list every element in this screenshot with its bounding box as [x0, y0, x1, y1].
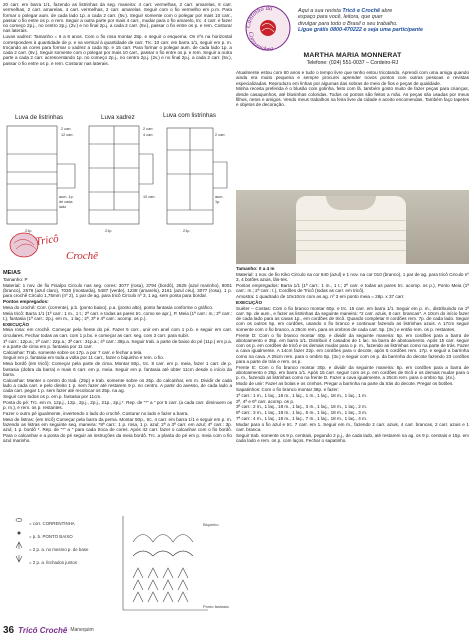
svg-text:21p.: 21p. [183, 229, 191, 233]
glove1-outline [7, 126, 57, 224]
paragraph: Suéter – Costas: Com o fio branco montar 60p. e trc. 15 carr. em barra 1/1. Seguir em p. m., distribuindo na 1ª carr. 5p. de aum., e fazer as listrinhas da seguinte maneira: *2 carr. azuis, 6 carr. brancas*. A 10cm do início fazer de cada lado para as cavas 1p., em cordões de tricô. Quando completar 8 cordões rem. 7p. de cada lado. Seguir com os outros 5p. em cordões, usando o fio branco e continuar fazendo as listrinhas azuis. A 17cm seguir somente com o fio branco, a 25cm rem. para os ombros de cada carr. 5p. (3v.) e então rem. os p. restantes. [236, 305, 469, 332]
diagram-title-plaid: Luva xadrez [101, 114, 135, 121]
svg-text:2 carr.: 2 carr. [143, 127, 154, 131]
contributor-intro [236, 70, 469, 190]
paragraph: Material: 1 nov. de fio Fisalpo Circulo nas seg. cores: 3077 (rosa), 3794 (bordô), 2625 (azul marinho), 8001 (branco), 2676 (azul claro), 7030 (mostarda), 5487 (verde), 1238 (amarelo), 2161 (azul céu), 3077 (rosa). 1 p. para crochê Circulo 1,75mm (nº 2), 1 par de ag. para tricô Circulo nº 3, 1 ag. sem ponta para bordar. [3, 282, 232, 299]
croche-text: Crochê [66, 250, 98, 262]
paragraph: Pontos empregados: [3, 298, 49, 304]
crochet-chart-legend [3, 512, 232, 624]
single-crochet-symbol-icon [18, 532, 20, 534]
diagram-title-stripes: Luva de listrinhas [15, 114, 64, 121]
svg-text:21p.: 21p. [105, 229, 113, 233]
svg-text:10 carr.: 10 carr. [143, 195, 156, 199]
paragraph: Seguir em p. fantasia em toda a volta por 11 carr., fazer o biquinho e rem. o fio. [3, 355, 165, 361]
paragraph: Pontos empregados: Barra 1/1 (1ª carr.: 1 m., 1 t.; 2ª carr. e todas as pares trc. acomp. os p.), Ponto Meia (1ª carr.: m.; 2ª carr.: t.), Cordões de Tricô (todas as carr. em tricô). [236, 282, 469, 294]
left-column-top [3, 2, 232, 114]
trico-text: Tricô [34, 232, 60, 248]
paragraph: Luvas xadrez: Tamanho = 6 a 8 anos. Com o fio rosa montar 28p. e seguir o esquema. Os nºs na horizontal correspondem à quantidade de p. e na vertical à quantidade de carr. Trc. 10 carr. em barra 1/1, seguir em p. m. trocando as cores para formar o xadrez a cada 8p. e 15 carr. Para formar o polegar aum. de cada lado 1p. a cada 2 carr. (5v.). Seguir somente com o polegar por mais 10 carr., passar o fio entre os p. e rem. Seguir a outra parte a cada 2 carr. acrescentando 1p. no começo 2p.j., no centro 2p.j. (2v.) e no final 2p.j. a cada 2 carr. (5v.), passar o fio entre os p. e rem. Costurar nas laterais. [3, 34, 232, 66]
paragraph: 1ª carr.: 12p.a.; 2ª carr.: 22p.a.; 3ª carr.: 31p.a.; 4ª carr.: 38p.a. Seguir trab. a parte de baixo do pé (11p.) em p.a. e a parte de cima em p. fantasia por 11 carr. [3, 338, 232, 349]
svg-text:21p.: 21p. [25, 229, 33, 233]
magazine-subtitle: Manequim [70, 627, 94, 633]
paragraph: Atualmente estou com 60 anos e tudo o tempo livre que tenho estou tricotando. Aprendi com uma amiga quando ainda era muito pequena e sempre procurei aprender novos pontos com outras pessoas e revistas especializadas. Reproduzo em linhas por algumas das sobras de meio de fios e peças de qualidade. [236, 70, 469, 86]
svg-text:12 carr.: 12 carr. [61, 133, 74, 137]
legend-item: = 2 p. a. no mesmo p. de base [29, 547, 89, 552]
paragraph: Frente D: Com o fio branco montar 40p. e dividir da seguinte maneira: 5p. em cordões para a barra de abotoamento e 35p. em barra 1/1. Distribuir 4 casados de 1 lac. na barra de abotoamento. Após 15 carr. seguir com os p. em cordões de tricô e os demais mudar para o p. m., fazendo as listrinhas como na parte de trás. Fazer a cava igualmente. A 14cm fazer 22p. em cordões para o decote, após 5 cordões rem. 17p. e seguir a barrinha como na cava. A 25cm rem. para o ombro 5p. (3v.) e seguir com os p. da barrinha do decote fazendo 23 cordões para a parte de trás e rem. os p. [236, 332, 469, 365]
paragraph: Sapatinhos: Com o fio branco montar 38p. e fazer: [236, 387, 339, 393]
paragraph: Meia tricô: Barra 1/1 (1ª carr.: 1 m., 1 t.; 2ª carr. e todas as pares trc. como se apr.), P. Meia (1ª carr.: m.; 2ª carr.: t.), fantasia (1ª carr.: 2p.j. em m., 1 laç.; 2ª, 3ª e 4ª carr.: acomp. os p.). [3, 310, 232, 321]
cantinho-phone-line: Ligue grátis 0800-470222 e seja uma participante [298, 27, 423, 34]
cantinho-badge-icon [238, 2, 298, 52]
svg-text:Consumidora: Consumidora [246, 31, 275, 52]
brand-name: Tricô e Crochê [342, 8, 381, 14]
legend-item: = p. b. PONTO BAIXO [29, 534, 73, 539]
paragraph: 3ª carr.: 2 m., 1 laç., 18 m., 1 laç., 3 m., 1 laç., 18 m., 1 laç., 2 m. [236, 404, 368, 410]
badge-graphic [6, 225, 126, 267]
paragraph: Minha receita preferida é o blusão com golinha, feito com lã, também gosto muito de fazer peças para crianças, desde casaquinhos, até blusinhas coloridas. Todos os pontos são feitos a mão. As peças são usadas por meus filhos, netos e amigos. Vendo meus trabalhos na feira livre da cidade e aceito encomendas. Também faço tapetes e objetos de decoração. [236, 86, 469, 108]
chain-symbol-icon [16, 518, 22, 521]
magazine-logo: Tricô Crochê [18, 625, 68, 635]
glove-diagrams [3, 114, 232, 242]
paragraph: EXECUÇÃO [3, 321, 30, 327]
double-crochet-together-icon [16, 555, 22, 562]
paragraph: Material: 1 nov. de fio Kiko Circulo na cor 840 (azul) e 1 nov. na cor 010 (branco), 1 par de ag. para tricô Circulo nº 3, 4 botões azuis, lãs-tes. [236, 271, 469, 283]
section-heading: MEIAS [3, 270, 21, 276]
paragraph: Meia do crochê: Corr. (corrente), p.b. (ponto baixo), p.a. (ponto alto), ponto fantasia conforme o gráfico. [3, 304, 214, 310]
svg-text:de cada: de cada [59, 200, 73, 204]
svg-text:Cantinho da: Cantinho da [244, 4, 273, 29]
page-footer [3, 622, 233, 638]
label-ponto-fantasia: Ponto fantasia [203, 604, 229, 609]
contributor-phone: Telefone: (024) 551-0037 – Cordeiro-RJ [306, 60, 399, 66]
double-crochet-same-base-icon [16, 542, 22, 549]
glove3-thumb [213, 162, 227, 188]
cantinho-header [236, 2, 469, 52]
paragraph: 1ª carr.: 1 m., 1 laç., 18 m., 1 laç., 1 m., 1 laç., 18 m., 1 laç., 1 m. [236, 392, 368, 398]
contributor-header [236, 52, 469, 66]
trico-croche-badge [6, 225, 126, 267]
paragraph: Frente E: Com o fio branco montar 30p. e dividir da seguinte maneira: 5p. em cordões para a barra de abotoamento e 25p. em barra 1/1. Após 15 carr. seguir com os p. em cordões de tricô e os demais mudar para o p. m., fazendo as listrinhas como na frente D. Fazer a cava igualmente, a 25cm rem. para o ombro 5p. (4v.). [236, 364, 469, 381]
paragraph: 5ª carr.: 3 m., 1 laç., 18 m., 1 laç., 5 m., 1 laç., 18 m., 1 laç., 3 m. [236, 410, 368, 416]
paragraph: Tamanho: P [3, 276, 28, 282]
left-column-lower [3, 270, 232, 510]
paragraph: Calcanhar: Manter o centro do trab. (25p) e trab. somente sobre os 25p. do calcanhar, em m. Dividir de cada lado a cada carr. e pelo direito 1 p. sem fazer até restarem 9 p. no centro. A partir do avesso, de cada lado a cada carr. pegar 1 p. sem fazer até recolocar os 25p. na ag. [3, 377, 232, 394]
right-column-lower [236, 266, 469, 638]
paragraph: EXECUÇÃO [236, 299, 263, 305]
baby-sweater-photo [236, 190, 469, 264]
legend-item: = 2 p. a. fechados juntos [29, 560, 77, 565]
diagram-title-stripes2: Luva com listrinhas [163, 112, 216, 119]
paragraph: Tamanho: 0 a 4 m [236, 266, 275, 271]
contributor-name: MARTHA MARIA MONNERAT [303, 52, 402, 59]
cantinho-text [298, 8, 466, 34]
chart-stitches [133, 535, 193, 603]
cantinho-line1: Aqui a sua revista Tricô e Crochê abre [298, 8, 393, 14]
glove-diagram-svg [3, 114, 232, 242]
page-number: 36 [3, 624, 15, 636]
paragraph: 2ª, 4ª e 6ª carr. acomp. os p. [236, 398, 295, 404]
cantinho-line3: divulgar para todo o Brasil o seu trabalho. [298, 20, 398, 27]
label-biquinho: Biquinho [203, 522, 219, 527]
paragraph: Meia bordô (em tricô): Começar pela parte de cima. Montar 50p., trc. 8 carr. em p. meia, fazer 1 carr. de p. fantasia (dobra da barra) e mais 6 carr. em p. meia. Seguir em p. fantasia até obter 11cm desde o início da barra. [3, 361, 232, 377]
glove1-thumb [57, 164, 75, 188]
paragraph: Seguir trab. somente os 9 p. centrais, pegando 2 p.j., de cada lado, até restarem na ag. os 9 p. centrais e 15p. em cada lado e rem. os p. com laços. Fechar o sapatinho. [236, 432, 469, 444]
svg-text:2 carr.: 2 carr. [215, 133, 226, 137]
svg-text:aum. 1p.: aum. 1p. [59, 195, 74, 199]
meias-text [3, 270, 232, 443]
legend-item: = corr. CORRENTINHA [29, 521, 75, 526]
paragraph: Modo de unir: Fazer as bolas e os crinhos. Pregar a barrinha na parte da trás do decote. Pregar os botões. [236, 381, 454, 387]
svg-text:lado: lado [59, 205, 67, 209]
paragraph: Ponta do pé: Trc. em m. 12p.j., 12p., 2p.j., 2p.j., 21p., 2p.j.*. Rep. de "*" a " por 5 carr. (a cada carr. diminuem os p. m.), e rem. os p. restantes. [3, 399, 232, 411]
paragraph: Meia de listras: (em tricô) Começar pela barra da perna. Montar 50p., trc. 4 carr. em barra 1/1 e seguir em p. m. fazendo as listras em seguinte seq. maneira: *8ª carr.: 1 p. rosa, 1 p. azul; 2ª a 3ª carr. em azul; 4ª carr.: 3p. azul, 1 p. bordô *. Rep. de "*" a " para cada troca de cores. Após 42 carr. fazer o calcanhar com o fio bordô. Para o calcanhar e a ponta do pé seguir as instruções da meia bordô. Trc. a planta do pé em p. meia com o fio azul marinho. [3, 416, 232, 443]
legend-items [29, 517, 88, 569]
svg-text:aum.: aum. [215, 195, 224, 199]
paragraph: 7ª carr.: 4 m., 1 laç., 18 m., 1 laç., 7 m., 1 laç., 18 m., 1 laç., 4 m. [236, 416, 368, 422]
paragraph: Fazer o outro pé igualmente, invertendo o lado do crochê. Costurar no lado e fazer a barra. [3, 410, 189, 416]
paragraph: Meia rosa: em crochê. Começar pela frente do pé. Fazer 5 corr., unir em anel com 1 p.b. e seguir em carr. circulares. Fechar todas as carr. com 1 p.bx. e começar as carr. seg. com 3 corr. para subir. [3, 327, 232, 338]
svg-text:1p.: 1p. [215, 200, 221, 204]
glove2-thumb [139, 154, 153, 184]
paragraph: Mudar para o fio azul e trc. 7 carr. em 1. Seguir em m., fazendo 2 carr. azuis, 4 carr. brancas, 2 carr. azuis e 1 carr. branca. [236, 421, 469, 433]
paragraph: Amostra: 1 quadrado de 10x10cm com as ag. nº 3 em ponto meia = 28p. x 37 carr. [236, 293, 405, 299]
paragraph: Seguir com todos os p. em p. fantasia por 11cm. [3, 394, 102, 400]
left-top-text [3, 2, 232, 66]
cantinho-line2: espaço para você, leitora, que quer [298, 14, 383, 21]
paragraph: 20 carr. em barra 1/1, fazendo as listrinhas da seg. maneira: 4 carr. vermelhas, 2 carr. amarelas, 6 carr. vermelhas, 2 carr. amarelas, 4 carr. vermelhas, 2 carr. amarelas. Seguir com o fio vermelho em p.m. Para formar o polegar aum. de cada lado 1p. a cada 2 carr. (5v.). Seguir somente com o polegar por mais 10 carr., passar o fio entre os p. e rem. Seguir a outra parte por mais 4 carr., mudar para o fio amarelo, trc. 4 carr. e fazer no começo 2p.j., no centro 2p.j. (2v.) e no final 2p.j. a cada 2 carr. (5v.), passar o fio entre os p. e rem. Costurar nas laterais. [3, 2, 232, 34]
svg-text:2 carr.: 2 carr. [61, 127, 72, 131]
svg-text:4 carr.: 4 carr. [143, 133, 154, 137]
paragraph: Calcanhar: Trab. somente sobre os 17p. a por 7 carr. e fechar a tela. [3, 349, 143, 355]
